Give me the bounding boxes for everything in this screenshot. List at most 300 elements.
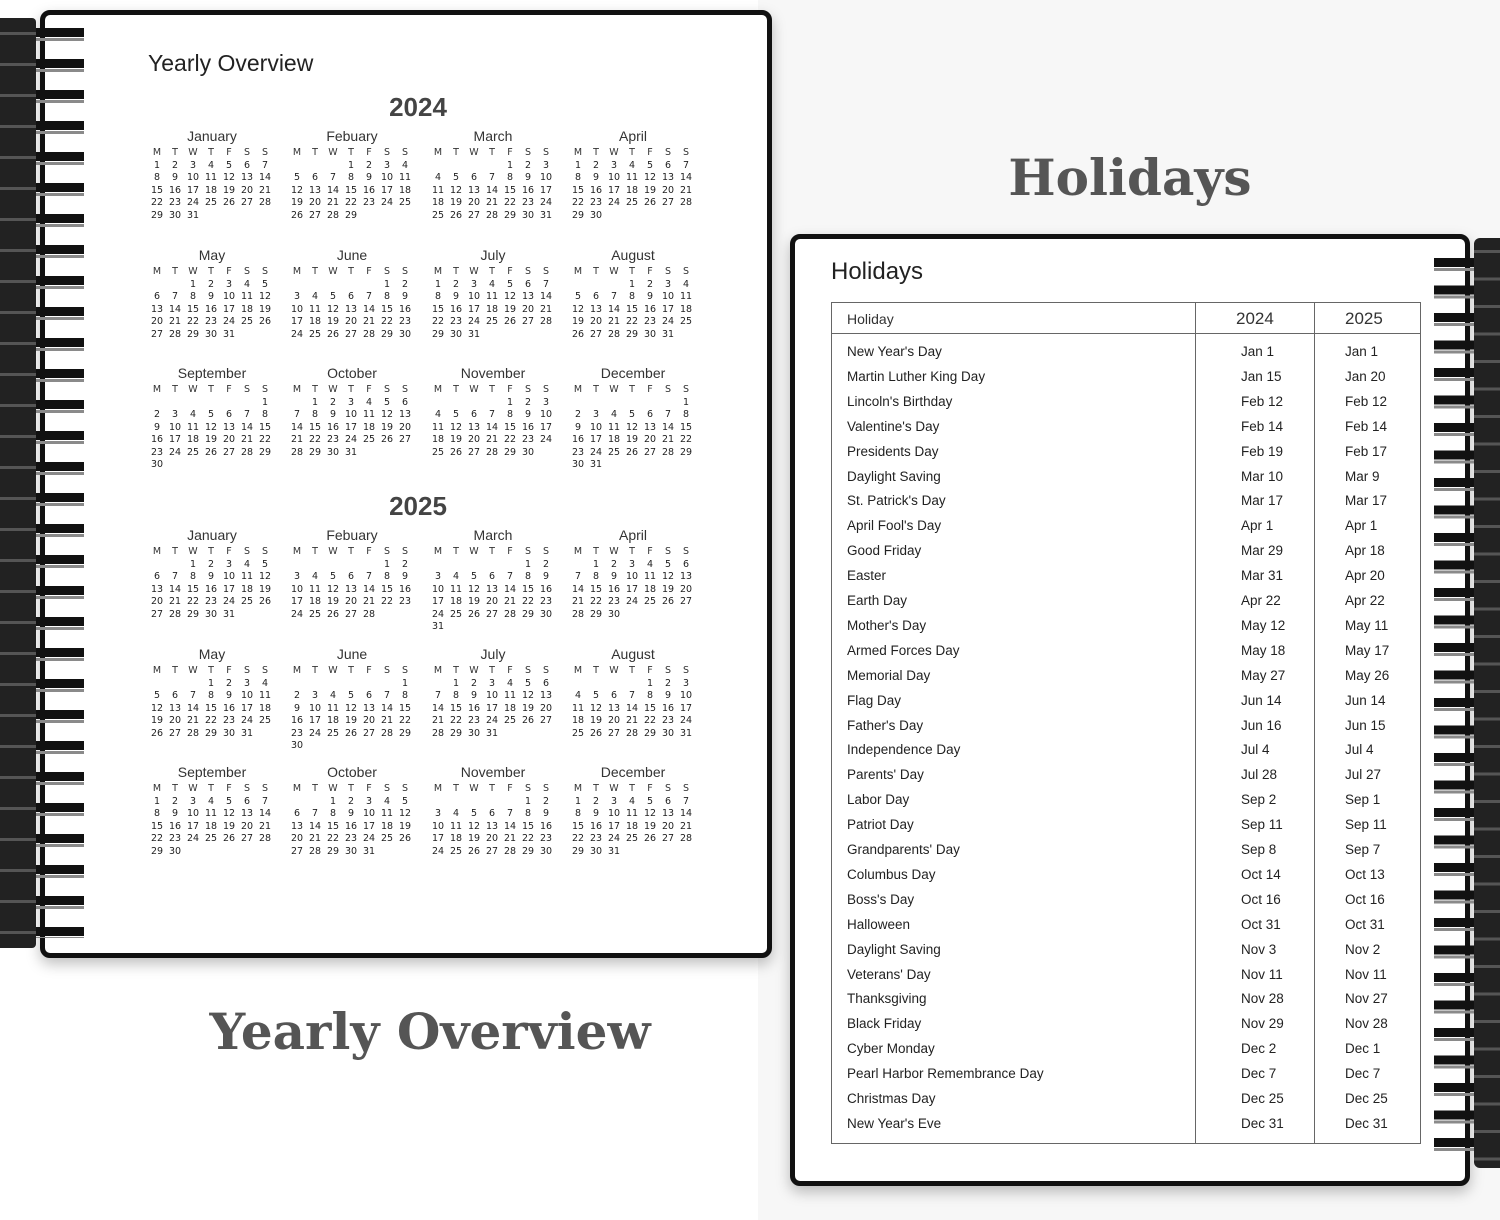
day-number: 28 [240,446,254,458]
holiday-name: Patriot Day [847,817,914,833]
day-number: 19 [643,820,657,832]
weekday-header: S [682,546,690,557]
day-number: 22 [449,715,463,726]
holiday-row [832,638,1420,663]
month-calendar [569,763,697,858]
day-number: 27 [240,197,254,208]
holiday-date-2024: Mar 17 [1241,493,1284,509]
day-number: 10 [431,820,445,832]
day-number: 21 [679,820,693,832]
holiday-date-2025: Jan 1 [1345,344,1379,359]
day-number: 9 [646,291,654,302]
day-number: 8 [524,808,532,819]
day-number: 29 [625,328,639,340]
month-calendar [429,763,557,858]
day-number: 29 [150,209,164,221]
day-number: 22 [521,833,535,844]
day-number: 22 [150,197,164,208]
day-number: 26 [222,833,236,844]
holiday-date-2025: Nov 27 [1345,991,1388,1007]
day-number: 28 [485,209,499,221]
day-number: 8 [506,409,514,420]
day-number: 13 [398,409,412,420]
empty-day [623,678,641,691]
day-number: 23 [589,197,603,208]
day-number: 13 [362,702,376,714]
day-number: 24 [290,328,304,340]
day-number: 4 [646,558,654,570]
day-number: 16 [362,184,376,196]
holiday-date-2025: Sep 11 [1345,817,1387,833]
weekday-header: M [573,783,583,794]
month-day-grid [429,546,557,634]
empty-day [483,397,501,410]
day-number: 14 [679,808,693,819]
day-number: 7 [383,690,391,701]
day-number: 5 [664,558,672,570]
day-number: 16 [539,820,553,832]
day-number: 31 [222,608,236,620]
holiday-date-2024: Jul 28 [1241,767,1278,783]
holiday-row [832,862,1420,887]
day-number: 16 [643,303,657,315]
day-number: 13 [290,820,304,832]
holiday-date-2025: Oct 31 [1345,916,1385,932]
day-number: 10 [625,571,639,582]
day-number: 18 [186,434,200,445]
day-number: 5 [592,690,600,701]
day-number: 14 [168,583,182,595]
day-number: 10 [380,172,394,183]
day-number: 10 [290,303,304,315]
weekday-header: M [292,546,302,557]
day-number: 15 [571,820,585,832]
day-number: 25 [326,727,340,739]
day-number: 18 [240,303,254,315]
day-number: 16 [168,820,182,832]
day-number: 10 [607,172,621,183]
day-number: 28 [258,197,272,208]
day-number: 21 [607,316,621,327]
day-number: 6 [243,795,251,807]
day-number: 12 [290,184,304,196]
weekday-header: S [682,147,690,158]
day-number: 5 [452,172,460,183]
holiday-row [832,1061,1420,1086]
day-number: 5 [225,159,233,171]
day-number: 20 [344,596,358,607]
empty-day [429,559,447,572]
weekday-header: T [348,266,354,277]
holiday-date-2024: Nov 11 [1241,966,1283,982]
day-number: 2 [542,558,550,570]
day-number: 5 [261,558,269,570]
day-number: 4 [610,409,618,420]
holiday-date-2025: Nov 2 [1345,941,1381,957]
weekday-header: T [489,384,495,395]
month-calendar [288,763,416,858]
weekday-header: W [328,384,338,395]
weekday-header: W [609,266,619,277]
day-number: 24 [380,197,394,208]
weekday-header: S [664,783,672,794]
day-number: 29 [344,209,358,221]
day-number: 10 [607,808,621,819]
day-number: 3 [628,558,636,570]
holidays-caption: Holidays [1008,148,1252,207]
day-number: 1 [401,677,409,689]
month-calendar [288,246,416,341]
day-number: 4 [189,409,197,420]
day-number: 29 [308,446,322,458]
day-number: 9 [293,702,301,714]
holiday-date-2025: Apr 22 [1345,593,1385,608]
day-number: 11 [571,702,585,714]
holiday-date-2025: Dec 25 [1345,1091,1388,1106]
day-number: 27 [661,197,675,208]
holiday-date-2025: May 26 [1345,667,1390,683]
day-number: 26 [449,446,463,458]
empty-day [360,678,378,691]
day-number: 18 [308,596,322,607]
day-number: 13 [344,583,358,595]
day-number: 3 [189,795,197,807]
empty-day [605,279,623,292]
day-number: 5 [329,571,337,582]
day-number: 22 [186,596,200,607]
day-number: 23 [521,434,535,445]
day-number: 14 [571,583,585,595]
holiday-row [832,1036,1420,1061]
day-number: 20 [240,820,254,832]
day-number: 10 [431,583,445,595]
weekday-header: T [172,783,178,794]
day-number: 16 [326,421,340,433]
day-number: 25 [679,316,693,327]
day-number: 22 [150,833,164,844]
spiral-binding-left [0,28,84,938]
holiday-name: Martin Luther King Day [847,368,986,384]
day-number: 30 [168,845,182,857]
day-number: 17 [362,820,376,832]
day-number: 16 [204,303,218,315]
day-number: 9 [542,808,550,819]
day-number: 6 [592,291,600,302]
month-day-grid [569,384,697,472]
weekday-header: M [292,384,302,395]
day-number: 24 [222,596,236,607]
holiday-date-2024: Nov 28 [1241,991,1284,1007]
day-number: 21 [168,596,182,607]
holiday-name: Parents' Day [847,767,924,783]
weekday-header: M [152,783,162,794]
day-number: 17 [308,715,322,726]
day-number: 24 [607,833,621,844]
weekday-header: S [401,665,409,676]
day-number: 30 [643,328,657,340]
day-number: 14 [485,421,499,433]
day-number: 15 [625,303,639,315]
holiday-row [832,962,1420,987]
weekday-header: S [542,384,550,395]
empty-day [483,160,501,173]
day-number: 16 [344,820,358,832]
day-number: 26 [449,209,463,221]
day-number: 23 [398,316,412,327]
month-name: August [611,646,655,662]
weekday-header: M [433,266,443,277]
holiday-date-2024: Jul 4 [1241,742,1270,758]
month-day-grid [148,665,276,740]
day-number: 14 [290,421,304,433]
month-day-grid [148,384,276,472]
weekday-header: F [226,665,232,676]
day-number: 16 [222,702,236,714]
day-number: 18 [204,820,218,832]
day-number: 24 [539,197,553,208]
weekday-header: W [609,665,619,676]
month-name: September [177,764,247,780]
day-number: 13 [485,820,499,832]
empty-day [324,559,342,572]
day-number: 30 [539,845,553,857]
day-number: 9 [452,291,460,302]
day-number: 21 [539,303,553,315]
day-number: 3 [171,409,179,420]
day-number: 13 [467,421,481,433]
weekday-header: T [593,665,599,676]
month-day-grid [569,266,697,341]
holiday-name: Easter [847,568,887,584]
day-number: 29 [186,608,200,620]
weekday-header: M [433,546,443,557]
day-number: 7 [365,571,373,582]
day-number: 18 [643,583,657,595]
day-number: 8 [189,571,197,582]
day-number: 14 [308,820,322,832]
weekday-header: S [243,147,251,158]
day-number: 17 [661,303,675,315]
day-number: 23 [449,316,463,327]
day-number: 6 [610,690,618,701]
day-number: 3 [225,278,233,290]
day-number: 17 [290,316,304,327]
day-number: 24 [344,434,358,445]
day-number: 16 [661,702,675,714]
day-number: 19 [326,596,340,607]
day-number: 25 [258,715,272,726]
weekday-header: S [542,665,550,676]
day-number: 21 [503,596,517,607]
day-number: 3 [610,795,618,807]
day-number: 9 [171,808,179,819]
month-day-grid [569,147,697,222]
holiday-name: Father's Day [847,717,924,733]
day-number: 15 [308,421,322,433]
day-number: 2 [574,409,582,420]
empty-day [605,678,623,691]
weekday-header: W [469,665,479,676]
weekday-header: M [573,665,583,676]
day-number: 20 [485,596,499,607]
month-name: May [198,247,226,263]
day-number: 28 [380,727,394,739]
month-day-grid [288,546,416,621]
weekday-header: F [647,147,653,158]
empty-day [447,160,465,173]
month-name: August [611,247,655,263]
weekday-header: T [489,783,495,794]
empty-day [148,559,166,572]
weekday-header: S [243,546,251,557]
weekday-header: T [593,783,599,794]
day-number: 21 [503,833,517,844]
day-number: 22 [571,833,585,844]
weekday-header: T [593,147,599,158]
day-number: 21 [326,197,340,208]
day-number: 26 [326,328,340,340]
weekday-header: T [312,665,318,676]
day-number: 15 [380,303,394,315]
day-number: 19 [398,820,412,832]
day-number: 13 [521,291,535,302]
day-number: 1 [383,278,391,290]
day-number: 22 [380,316,394,327]
day-number: 20 [467,434,481,445]
holiday-row [832,588,1420,613]
day-number: 11 [449,583,463,595]
holiday-date-2025: Oct 13 [1345,866,1385,882]
day-number: 4 [261,677,269,689]
day-number: 24 [661,316,675,327]
month-calendar [288,526,416,621]
day-number: 9 [401,291,409,302]
day-number: 24 [679,715,693,726]
empty-day [202,397,220,410]
day-number: 14 [679,172,693,183]
day-number: 19 [222,184,236,196]
day-number: 17 [539,421,553,433]
month-name: July [480,646,506,662]
holiday-name: Armed Forces Day [847,642,960,658]
day-number: 4 [452,571,460,582]
holiday-row [832,787,1420,812]
day-number: 23 [398,596,412,607]
day-number: 18 [503,702,517,714]
holiday-name: St. Patrick's Day [847,493,946,509]
day-number: 15 [380,583,394,595]
weekday-header: S [524,147,532,158]
day-number: 2 [592,795,600,807]
day-number: 3 [664,278,672,290]
holiday-date-2025: Nov 28 [1345,1016,1388,1032]
day-number: 1 [311,396,319,408]
day-number: 30 [449,328,463,340]
day-number: 30 [571,459,585,470]
day-number: 9 [401,571,409,582]
day-number: 15 [521,583,535,595]
day-number: 4 [401,159,409,171]
weekday-header: W [188,665,198,676]
month-day-grid [288,665,416,753]
day-number: 16 [607,583,621,595]
day-number: 7 [610,291,618,302]
weekday-header: M [152,266,162,277]
weekday-header: F [507,665,513,676]
day-number: 22 [503,434,517,445]
day-number: 29 [643,727,657,739]
day-number: 29 [571,845,585,857]
day-number: 25 [643,596,657,607]
day-number: 2 [171,795,179,807]
empty-day [184,397,202,410]
day-number: 27 [362,727,376,739]
day-number: 21 [240,434,254,445]
holiday-date-2025: Jul 4 [1345,742,1374,758]
weekday-header: W [469,546,479,557]
day-number: 6 [153,291,161,302]
day-number: 21 [290,434,304,445]
empty-day [342,279,360,292]
empty-day [324,279,342,292]
day-number: 15 [503,421,517,433]
day-number: 1 [574,795,582,807]
day-number: 6 [365,690,373,701]
weekday-header: S [261,384,269,395]
day-number: 29 [398,727,412,739]
day-number: 2 [347,795,355,807]
day-number: 17 [222,583,236,595]
day-number: 26 [398,833,412,844]
holiday-date-2025: Nov 11 [1345,966,1387,982]
empty-day [429,678,447,691]
day-number: 21 [308,833,322,844]
weekday-header: M [433,665,443,676]
day-number: 13 [240,808,254,819]
yearly-overview-page-title: Yearly Overview [148,50,314,76]
day-number: 5 [470,571,478,582]
day-number: 18 [204,184,218,196]
empty-day [569,559,587,572]
day-number: 3 [434,808,442,819]
day-number: 16 [571,434,585,445]
empty-day [288,160,306,173]
month-day-grid [429,266,557,341]
month-day-grid [569,665,697,740]
day-number: 14 [485,184,499,196]
day-number: 27 [467,209,481,221]
holiday-name: Labor Day [847,792,910,808]
empty-day [465,559,483,572]
day-number: 15 [503,184,517,196]
day-number: 6 [470,409,478,420]
day-number: 8 [347,172,355,183]
day-number: 23 [467,715,481,726]
empty-day [501,796,519,809]
day-number: 20 [150,316,164,327]
month-calendar [429,127,557,222]
empty-day [447,397,465,410]
holiday-name: Valentine's Day [847,418,940,434]
holiday-date-2024: Mar 31 [1241,568,1284,584]
weekday-header: S [261,546,269,557]
day-number: 9 [592,172,600,183]
day-number: 12 [150,702,164,714]
month-name: March [473,128,513,144]
day-number: 7 [261,159,269,171]
day-number: 22 [186,316,200,327]
month-name: December [600,365,666,381]
